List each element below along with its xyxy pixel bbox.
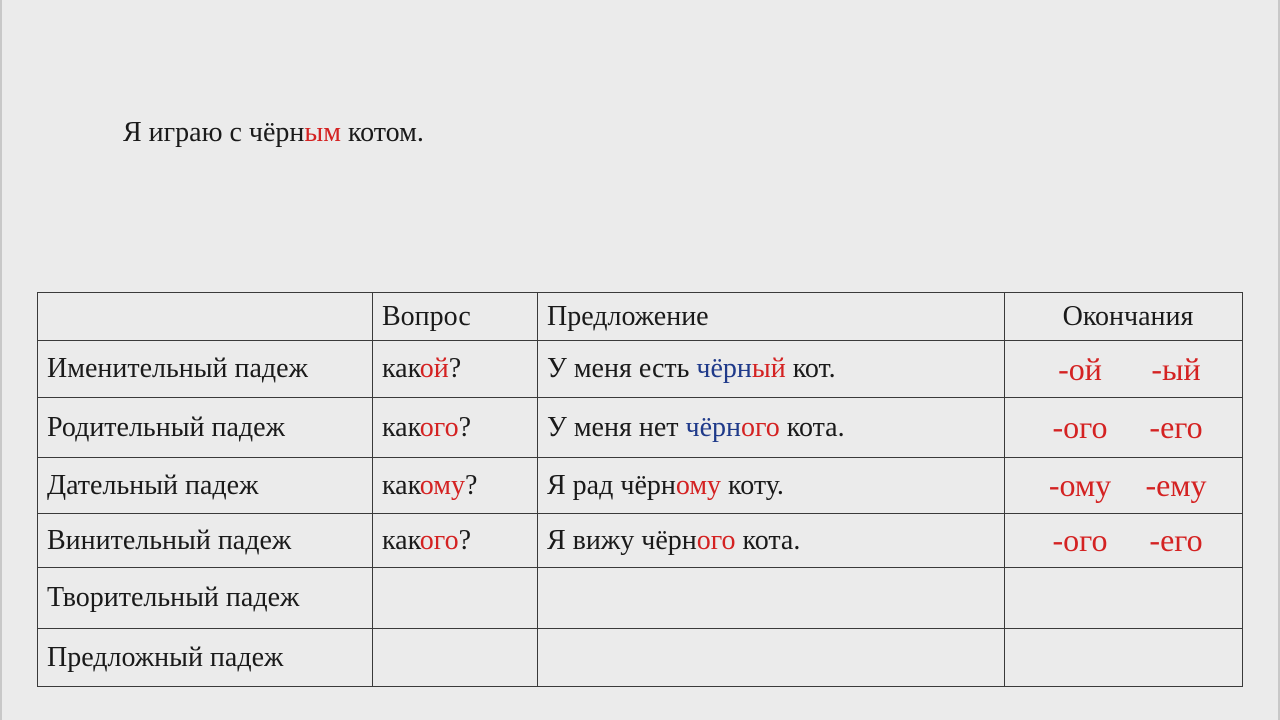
sentence-before: У меня нет: [547, 411, 686, 443]
question-ending: ой: [419, 353, 449, 384]
question-cell: [373, 398, 538, 458]
ending-hard: -ой: [1058, 350, 1102, 387]
sentence-cell: [538, 458, 1005, 514]
case-name: Предложный падеж: [38, 629, 373, 687]
question-mark: ?: [448, 353, 462, 384]
endings-cell: [1005, 629, 1243, 687]
sentence-cell: [538, 341, 1005, 398]
question-cell: [373, 341, 538, 398]
adjective-ending: ому: [675, 469, 722, 501]
example-sentence: [123, 113, 424, 153]
sentence-before: У меня есть: [547, 353, 697, 384]
ending-hard: -ому: [1048, 467, 1112, 503]
sentence-suffix: котом.: [340, 117, 424, 148]
question-mark: ?: [464, 469, 478, 501]
case-table: [37, 292, 1243, 687]
case-name: Родительный падеж: [38, 398, 373, 458]
sentence-before: Я вижу: [547, 524, 642, 556]
table-header-row: [38, 293, 1243, 341]
adjective-stem: чёрн: [620, 469, 676, 501]
header-endings: Окончания: [1005, 293, 1243, 341]
ending-soft: -ему: [1145, 467, 1207, 503]
sentence-cell: [538, 398, 1005, 458]
case-name: Дательный падеж: [38, 458, 373, 514]
adjective-stem: чёрн: [696, 353, 752, 384]
endings-cell: [1005, 568, 1243, 629]
question-stem: как: [382, 411, 420, 443]
question-mark: ?: [458, 524, 472, 556]
endings-cell: [1005, 514, 1243, 568]
ending-soft: -ый: [1151, 350, 1201, 387]
question-cell: [373, 458, 538, 514]
sentence-before: Я рад: [547, 469, 621, 501]
sentence-after: кота.: [735, 524, 801, 556]
endings-cell: [1005, 341, 1243, 398]
sentence-after: кота.: [779, 411, 845, 443]
ending-soft: -его: [1149, 522, 1203, 558]
table-row: [38, 568, 1243, 629]
question-stem: как: [382, 353, 420, 384]
ending-hard: -ого: [1052, 409, 1108, 445]
sentence-after: коту.: [721, 469, 784, 501]
question-ending: ого: [419, 411, 459, 443]
endings-cell: [1005, 458, 1243, 514]
case-name: Винительный падеж: [38, 514, 373, 568]
sentence-after: кот.: [785, 353, 836, 384]
case-name: Творительный падеж: [38, 568, 373, 629]
question-stem: как: [382, 469, 420, 501]
header-case: [38, 293, 373, 341]
adjective-stem: чёрн: [685, 411, 741, 443]
case-name: Именительный падеж: [38, 341, 373, 398]
adjective-ending: ого: [696, 524, 736, 556]
header-question: Вопрос: [373, 293, 538, 341]
table-row: [38, 398, 1243, 458]
header-sentence: Предложение: [538, 293, 1005, 341]
sentence-prefix: Я играю с чёрн: [123, 117, 305, 148]
question-ending: ого: [419, 524, 459, 556]
sentence-cell: [538, 629, 1005, 687]
ending-soft: -его: [1149, 409, 1203, 445]
question-cell: [373, 629, 538, 687]
question-stem: как: [382, 524, 420, 556]
table-row: [38, 514, 1243, 568]
question-ending: ому: [419, 469, 465, 501]
question-cell: [373, 514, 538, 568]
endings-cell: [1005, 398, 1243, 458]
ending-hard: -ого: [1052, 522, 1108, 558]
sentence-ending: ым: [304, 117, 341, 148]
adjective-stem: чёрн: [641, 524, 697, 556]
adjective-ending: ый: [751, 353, 786, 384]
slide-left-border: [0, 0, 2, 720]
table-row: [38, 341, 1243, 398]
adjective-ending: ого: [740, 411, 780, 443]
sentence-cell: [538, 514, 1005, 568]
sentence-cell: [538, 568, 1005, 629]
question-cell: [373, 568, 538, 629]
table-row: [38, 629, 1243, 687]
table-row: [38, 458, 1243, 514]
question-mark: ?: [458, 411, 472, 443]
